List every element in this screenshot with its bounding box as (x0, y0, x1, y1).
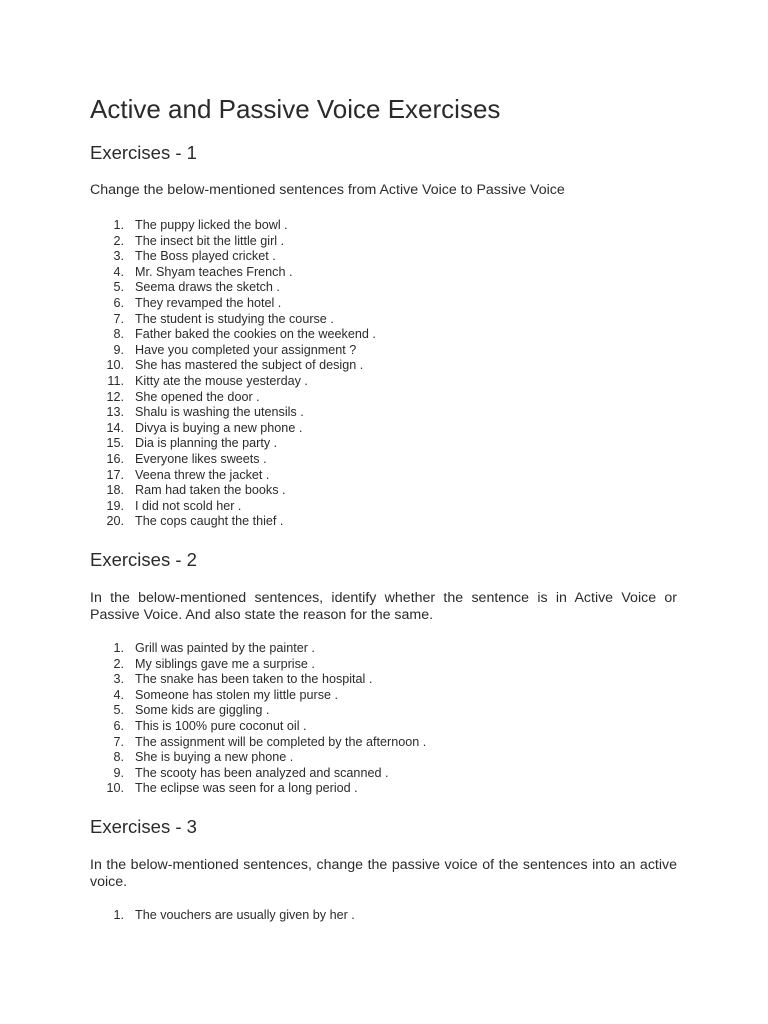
list-item-number: 7. (113, 734, 124, 749)
section-instruction-exercises-1: Change the below-mentioned sentences from Active Voice to Passive Voice (90, 182, 565, 198)
list-item (90, 750, 426, 766)
list-item-text: Divya is buying a new phone . (135, 420, 303, 435)
list-item-text: The cops caught the thief . (135, 514, 284, 529)
list-item-number: 1. (113, 641, 124, 655)
list-item-number: 6. (113, 295, 124, 310)
list-item-text: My siblings gave me a surprise . (135, 656, 315, 671)
list-item (90, 688, 426, 704)
list-item-text: She has mastered the subject of design . (135, 358, 364, 373)
list-item-number: 10. (106, 781, 124, 796)
list-item (90, 265, 376, 281)
list-item-text: I did not scold her . (135, 498, 242, 513)
list-item-text: She is buying a new phone . (135, 750, 294, 765)
list-item-number: 8. (113, 750, 124, 765)
list-item-text: The scooty has been analyzed and scanned . (135, 765, 389, 780)
list-item (90, 468, 376, 484)
list-item-text: Grill was painted by the painter . (135, 641, 315, 655)
list-item-text: Everyone likes sweets . (135, 451, 267, 466)
exercise-list-1 (90, 218, 376, 530)
list-item-number: 2. (113, 656, 124, 671)
list-item-number: 3. (113, 672, 124, 687)
list-item-text: Dia is planning the party . (135, 436, 278, 451)
list-item-number: 9. (113, 765, 124, 780)
section-instruction-exercises-2: In the below-mentioned sentences, identify whether the sentence is in Active Voice or Passive Voice. And also state the reason for the same. (90, 590, 677, 623)
list-item (90, 234, 376, 250)
list-item-text: The student is studying the course . (135, 311, 334, 326)
list-item (90, 452, 376, 468)
list-item (90, 249, 376, 265)
list-item (90, 703, 426, 719)
list-item-number: 11. (107, 373, 124, 388)
list-item-text: The insect bit the little girl . (135, 233, 285, 248)
list-item-text: The Boss played cricket . (135, 249, 276, 264)
list-item (90, 657, 426, 673)
list-item-text: Someone has stolen my little purse . (135, 687, 339, 702)
list-item-number: 8. (113, 327, 124, 342)
list-item-text: The vouchers are usually given by her . (135, 908, 355, 922)
page-title: Active and Passive Voice Exercises (90, 94, 501, 124)
list-item-number: 1. (113, 908, 124, 922)
list-item-number: 12. (106, 389, 124, 404)
list-item-text: Some kids are giggling . (135, 703, 270, 718)
list-item (90, 672, 426, 688)
list-item (90, 390, 376, 406)
list-item-number: 6. (113, 718, 124, 733)
list-item-number: 13. (106, 405, 124, 420)
list-item-text: The snake has been taken to the hospital . (135, 672, 373, 687)
list-item-number: 10. (106, 358, 124, 373)
list-item-text: Mr. Shyam teaches French . (135, 264, 293, 279)
list-item-number: 19. (106, 498, 124, 513)
list-item (90, 483, 376, 499)
list-item-text: Kitty ate the mouse yesterday . (135, 373, 308, 388)
list-item-text: Have you completed your assignment ? (135, 342, 357, 357)
list-item (90, 218, 376, 234)
list-item (90, 514, 376, 530)
list-item-number: 1. (113, 218, 124, 232)
list-item-number: 5. (113, 703, 124, 718)
list-item (90, 766, 426, 782)
list-item-number: 9. (113, 342, 124, 357)
list-item-number: 7. (113, 311, 124, 326)
list-item (90, 421, 376, 437)
list-item-number: 5. (113, 280, 124, 295)
list-item-number: 20. (106, 514, 124, 529)
list-item-number: 2. (113, 233, 124, 248)
list-item-number: 4. (113, 687, 124, 702)
list-item (90, 312, 376, 328)
section-heading-exercises-2: Exercises - 2 (90, 549, 197, 570)
list-item-text: She opened the door . (135, 389, 260, 404)
list-item (90, 296, 376, 312)
list-item (90, 405, 376, 421)
list-item (90, 374, 376, 390)
list-item-text: Ram had taken the books . (135, 483, 286, 498)
list-item-text: The eclipse was seen for a long period . (135, 781, 358, 796)
exercise-list-2 (90, 641, 426, 797)
list-item (90, 719, 426, 735)
list-item-text: Shalu is washing the utensils . (135, 405, 304, 420)
list-item-text: They revamped the hotel . (135, 295, 282, 310)
list-item (90, 327, 376, 343)
list-item-number: 14. (106, 420, 124, 435)
list-item (90, 280, 376, 296)
list-item (90, 436, 376, 452)
list-item (90, 343, 376, 359)
list-item (90, 358, 376, 374)
list-item-text: Father baked the cookies on the weekend . (135, 327, 376, 342)
list-item-number: 4. (113, 264, 124, 279)
list-item (90, 781, 426, 797)
list-item-number: 17. (106, 467, 124, 482)
list-item-text: The assignment will be completed by the afternoon . (135, 734, 427, 749)
list-item-text: Seema draws the sketch . (135, 280, 280, 295)
exercise-list-3 (90, 908, 355, 924)
list-item-text: Veena threw the jacket . (135, 467, 270, 482)
list-item (90, 735, 426, 751)
section-heading-exercises-3: Exercises - 3 (90, 816, 197, 837)
section-instruction-exercises-3: In the below-mentioned sentences, change the passive voice of the sentences into an active voice. (90, 857, 677, 890)
list-item (90, 641, 426, 657)
list-item-number: 16. (106, 451, 124, 466)
list-item (90, 908, 355, 924)
list-item (90, 499, 376, 515)
list-item-number: 3. (113, 249, 124, 264)
list-item-number: 15. (106, 436, 124, 451)
list-item-text: The puppy licked the bowl . (135, 218, 288, 232)
list-item-number: 18. (106, 483, 124, 498)
list-item-text: This is 100% pure coconut oil . (135, 718, 307, 733)
section-heading-exercises-1: Exercises - 1 (90, 142, 197, 163)
